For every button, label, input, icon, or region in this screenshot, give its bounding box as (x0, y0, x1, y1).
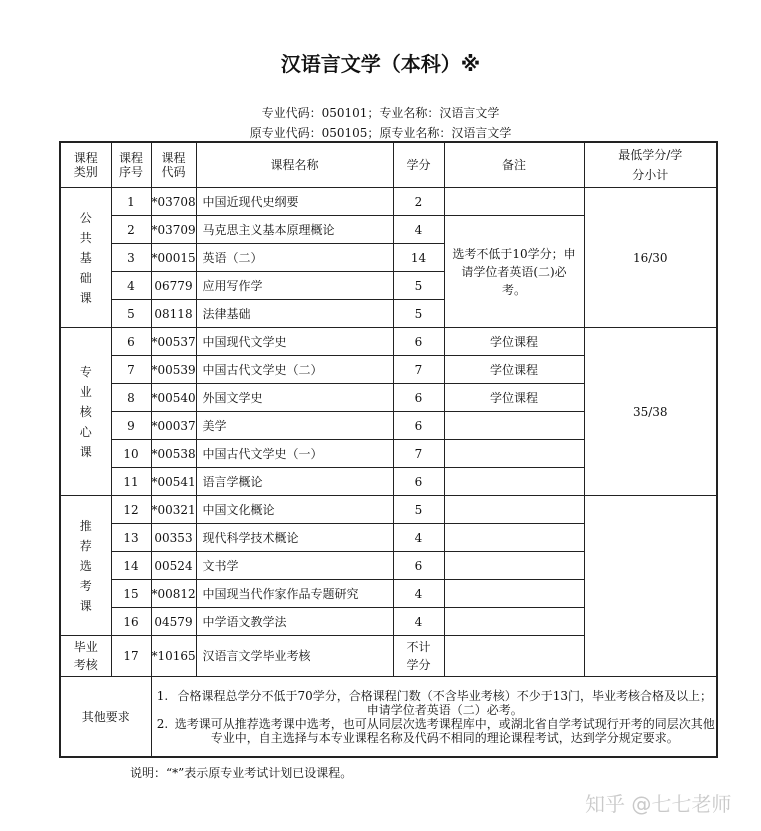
header-note: 备注 (444, 142, 584, 188)
category-elective: 推荐选考课 (60, 496, 111, 636)
name-cell: 应用写作学 (196, 272, 393, 300)
credit-cell: 4 (393, 580, 444, 608)
credit-cell: 6 (393, 552, 444, 580)
note-cell (444, 552, 584, 580)
subtotal-elective (584, 496, 717, 677)
requirement-number: 2. (156, 716, 169, 731)
seq-cell: 17 (111, 636, 151, 677)
seq-cell: 14 (111, 552, 151, 580)
code-cell: *00015 (151, 244, 196, 272)
category-graduation: 毕业考核 (60, 636, 111, 677)
subtotal-core: 35/38 (584, 328, 717, 496)
note-cell (444, 496, 584, 524)
credit-cell: 14 (393, 244, 444, 272)
credit-cell: 6 (393, 468, 444, 496)
name-cell: 美学 (196, 412, 393, 440)
header-code: 课程代码 (151, 142, 196, 188)
credit-cell: 5 (393, 300, 444, 328)
note-cell: 学位课程 (444, 356, 584, 384)
requirement-item (152, 689, 717, 717)
credit-cell: 不计学分 (393, 636, 444, 677)
code-cell: *00538 (151, 440, 196, 468)
name-cell: 汉语言文学毕业考核 (196, 636, 393, 677)
note-cell (444, 468, 584, 496)
name-cell: 中国现代文学史 (196, 328, 393, 356)
name-cell: 中国古代文学史（一） (196, 440, 393, 468)
name-cell: 中国文化概论 (196, 496, 393, 524)
code-cell: *00812 (151, 580, 196, 608)
requirement-text: 合格课程总学分不低于70学分，合格课程门数（不含毕业考核）不少于13门，毕业考核合格及以上；申请学位者英语（二）必考。 (177, 688, 713, 717)
credit-cell: 6 (393, 384, 444, 412)
other-requirements-content (151, 677, 717, 758)
note-cell (444, 440, 584, 468)
note-cell (444, 608, 584, 636)
credit-cell: 4 (393, 216, 444, 244)
code-cell: 06779 (151, 272, 196, 300)
other-requirements-label: 其他要求 (60, 677, 151, 758)
name-cell: 现代科学技术概论 (196, 524, 393, 552)
note-cell (444, 188, 584, 216)
name-cell: 中学语文教学法 (196, 608, 393, 636)
code-cell: *00037 (151, 412, 196, 440)
seq-cell: 2 (111, 216, 151, 244)
code-cell: *00321 (151, 496, 196, 524)
table-row (60, 328, 717, 356)
name-cell: 中国古代文学史（二） (196, 356, 393, 384)
seq-cell: 6 (111, 328, 151, 356)
seq-cell: 1 (111, 188, 151, 216)
name-cell: 英语（二） (196, 244, 393, 272)
code-cell: *10165 (151, 636, 196, 677)
header-credit: 学分 (393, 142, 444, 188)
requirement-text: 选考课可从推荐选考课中选考，也可从同层次选考课程库中，或湖北省自学考试现行开考的同层次其他专业中，自主选择与本专业课程名称及代码不相同的理论课程考试，达到学分规定要求。 (174, 716, 715, 745)
category-core: 专业核心课 (60, 328, 111, 496)
credit-cell: 5 (393, 496, 444, 524)
header-seq: 课程序号 (111, 142, 151, 188)
credit-cell: 6 (393, 328, 444, 356)
seq-cell: 15 (111, 580, 151, 608)
header-min-credit: 最低学分/学分小计 (584, 142, 717, 188)
curriculum-table (59, 141, 718, 758)
seq-cell: 8 (111, 384, 151, 412)
footnote: 说明：“*”表示原专业考试计划已设课程。 (130, 766, 353, 780)
code-cell: *00539 (151, 356, 196, 384)
name-cell: 语言学概论 (196, 468, 393, 496)
code-cell: 00524 (151, 552, 196, 580)
code-cell: *00541 (151, 468, 196, 496)
major-code-line: 专业代码：050101；专业名称：汉语言文学 (261, 106, 500, 120)
seq-cell: 11 (111, 468, 151, 496)
note-cell (444, 524, 584, 552)
note-cell: 学位课程 (444, 384, 584, 412)
credit-cell: 7 (393, 356, 444, 384)
code-cell: 04579 (151, 608, 196, 636)
note-english: 选考不低于10学分；申请学位者英语(二)必考。 (444, 216, 584, 328)
note-cell (444, 412, 584, 440)
header-name: 课程名称 (196, 142, 393, 188)
credit-cell: 5 (393, 272, 444, 300)
code-cell: 08118 (151, 300, 196, 328)
original-major-code-line: 原专业代码：050105；原专业名称：汉语言文学 (249, 126, 512, 140)
seq-cell: 12 (111, 496, 151, 524)
seq-cell: 16 (111, 608, 151, 636)
seq-cell: 10 (111, 440, 151, 468)
seq-cell: 9 (111, 412, 151, 440)
credit-cell: 4 (393, 524, 444, 552)
note-cell (444, 580, 584, 608)
code-cell: *00537 (151, 328, 196, 356)
name-cell: 外国文学史 (196, 384, 393, 412)
subtotal-public: 16/30 (584, 188, 717, 328)
name-cell: 法律基础 (196, 300, 393, 328)
credit-cell: 2 (393, 188, 444, 216)
credit-cell: 7 (393, 440, 444, 468)
category-public: 公共基础课 (60, 188, 111, 328)
name-cell: 马克思主义基本原理概论 (196, 216, 393, 244)
name-cell: 文书学 (196, 552, 393, 580)
name-cell: 中国近现代史纲要 (196, 188, 393, 216)
credit-cell: 6 (393, 412, 444, 440)
header-category: 课程类别 (60, 142, 111, 188)
seq-cell: 4 (111, 272, 151, 300)
seq-cell: 13 (111, 524, 151, 552)
seq-cell: 3 (111, 244, 151, 272)
credit-cell: 4 (393, 608, 444, 636)
table-row (60, 188, 717, 216)
other-requirements-row (60, 677, 717, 758)
document-title: 汉语言文学（本科）※ (280, 52, 481, 76)
seq-cell: 7 (111, 356, 151, 384)
requirement-number: 1. (156, 688, 169, 703)
note-cell: 学位课程 (444, 328, 584, 356)
name-cell: 中国现当代作家作品专题研究 (196, 580, 393, 608)
code-cell: 00353 (151, 524, 196, 552)
table-header-row (60, 142, 717, 188)
seq-cell: 5 (111, 300, 151, 328)
code-cell: *03709 (151, 216, 196, 244)
note-cell (444, 636, 584, 677)
table-row (60, 496, 717, 524)
watermark: 知乎 @七七老师 (585, 792, 732, 816)
code-cell: *00540 (151, 384, 196, 412)
code-cell: *03708 (151, 188, 196, 216)
requirement-item (152, 717, 717, 745)
